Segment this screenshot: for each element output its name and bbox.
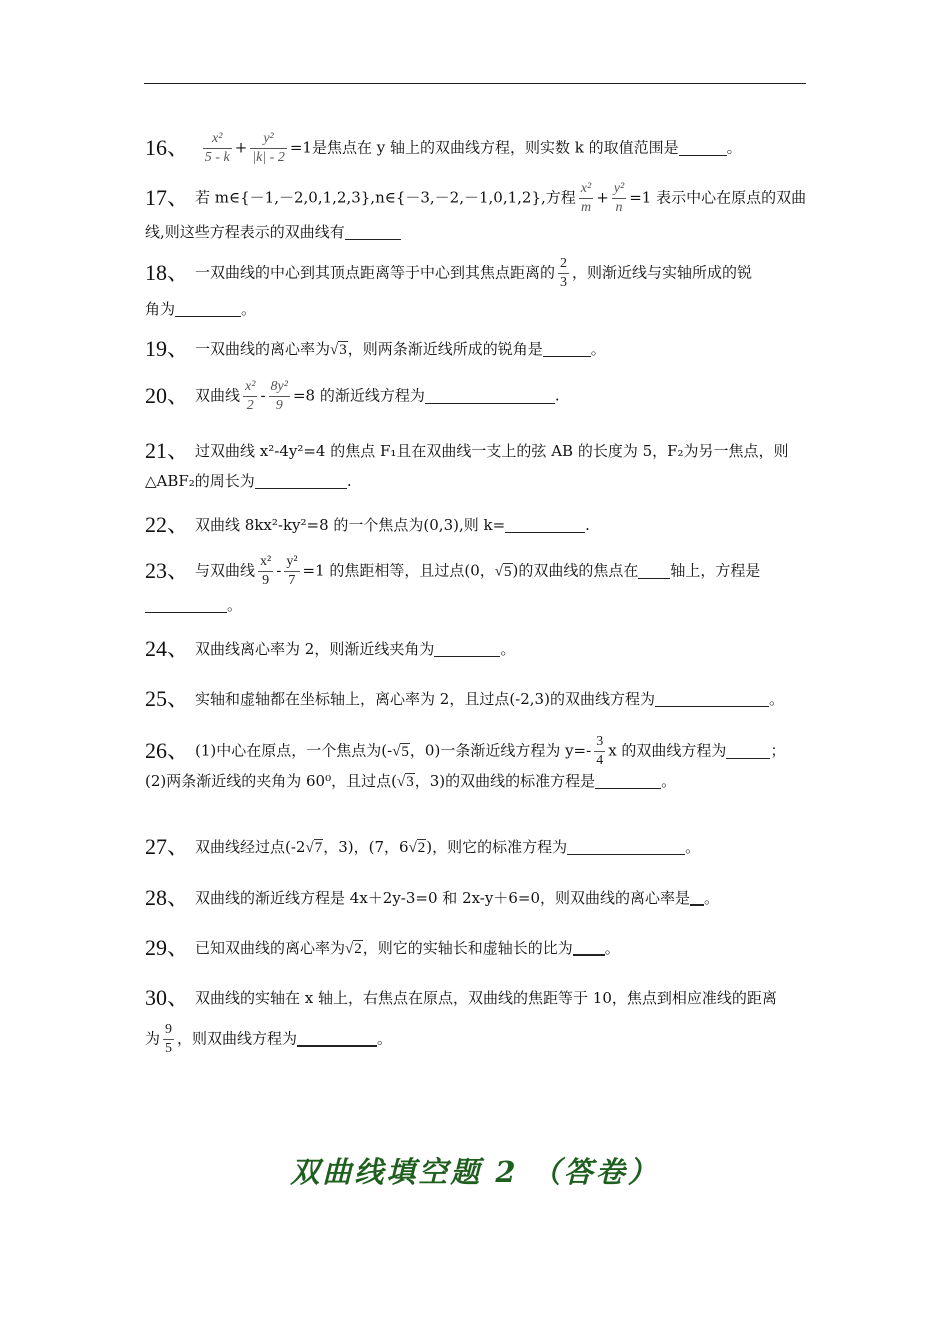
sqrt-expression: √5	[392, 743, 409, 760]
answer-blank[interactable]	[255, 472, 347, 489]
fraction: $\frac{\text{8y²}}{9}$	[270, 379, 288, 413]
question-number: 23、	[145, 557, 190, 583]
question-25: 25、 实轴和虚轴都在坐标轴上，离心率为 2，且过点(-2,3)的双曲线方程为 。	[145, 686, 784, 711]
question-text: 双曲线	[195, 386, 241, 405]
question-text: 一双曲线的离心率为	[195, 340, 331, 358]
sqrt-expression: √3	[330, 342, 347, 358]
sqrt-expression: √3	[396, 774, 414, 790]
sqrt-expression: √2	[345, 941, 362, 957]
question-text: 双曲线离心率为 2，则渐近线夹角为	[195, 640, 435, 658]
answer-blank[interactable]	[655, 690, 769, 707]
answer-blank[interactable]	[595, 772, 661, 789]
question-text: 已知双曲线的离心率为	[195, 939, 346, 957]
question-text: 若 m∈{－1,－2,0,1,2,3},n∈{－3,－2,－1,0,1,2},方程	[195, 188, 576, 207]
fraction: $\frac{\text{x²}}{5 - k}$	[204, 131, 230, 165]
question-18: 18、 一双曲线的中心到其顶点距离等于中心到其焦点距离的 $\frac{2}{3}$ ，则渐近线与实轴所成的锐 角为 。	[145, 256, 753, 318]
question-text: 一双曲线的中心到其顶点距离等于中心到其焦点距离的	[195, 263, 556, 282]
question-27: 27、 双曲线经过点(-2√7，3)，(7，6√2)，则它的标准方程为 。	[145, 834, 701, 859]
question-text: 过双曲线 x²-4y²=4 的焦点 F₁且在双曲线一支上的弦 AB 的长度为 5，F₂为另一焦点，则	[195, 442, 789, 460]
sqrt-expression: √7	[305, 840, 323, 856]
question-21: 21、 过双曲线 x²-4y²=4 的焦点 F₁且在双曲线一支上的弦 AB 的长度为 5，F₂为另一焦点，则 △ABF₂的周长为 .	[145, 438, 789, 490]
answer-blank[interactable]	[175, 300, 241, 317]
question-text: 线,则这些方程表示的双曲线有	[145, 223, 345, 241]
question-number: 21、	[145, 438, 190, 463]
question-number: 26、	[145, 737, 190, 763]
question-number: 25、	[145, 686, 190, 711]
question-text: 双曲线的实轴在 x 轴上，右焦点在原点，双曲线的焦距等于 10，焦点到相应准线的距离	[195, 989, 777, 1007]
question-26: 26、 (1)中心在原点，一个焦点为(-√5，0)一条渐近线方程为 y=- $\frac{3}{4}$ x 的双曲线方程为 ； (2)两条渐近线的夹角为 60⁰，且过点(√3，3)的双曲线的标准方程是 。	[145, 734, 786, 790]
header-rule	[144, 83, 806, 84]
fraction: $\frac{\text{y²}}{n}$	[613, 181, 625, 215]
question-number: 16、	[145, 134, 190, 160]
question-29: 29、 已知双曲线的离心率为√2，则它的实轴长和虚轴长的比为 。	[145, 935, 620, 960]
answer-blank[interactable]	[345, 223, 401, 240]
answer-blank[interactable]	[726, 742, 770, 759]
question-text: =1是焦点在 y 轴上的双曲线方程，则实数 k 的取值范围是	[289, 138, 679, 157]
question-text: 双曲线经过点(-2	[195, 838, 306, 856]
question-text: (1)中心在原点，一个焦点为(-	[195, 741, 393, 760]
question-22: 22、 双曲线 8kx²-ky²=8 的一个焦点为(0,3),则 k= .	[145, 512, 590, 537]
question-number: 17、	[145, 184, 190, 210]
answer-blank[interactable]	[434, 640, 500, 657]
sqrt-expression: √5	[494, 563, 512, 580]
fraction: $\frac{\text{x²}}{2}$	[245, 379, 256, 413]
question-number: 22、	[145, 512, 190, 537]
answer-blank[interactable]	[145, 596, 227, 613]
question-number: 27、	[145, 834, 190, 859]
question-text: 与双曲线	[195, 561, 256, 580]
answer-blank[interactable]	[425, 387, 555, 404]
question-28: 28、 双曲线的渐近线方程是 4x＋2y-3=0 和 2x-y＋6=0，则双曲线的离心率是 。	[145, 885, 720, 910]
answer-blank[interactable]	[297, 1029, 377, 1047]
fraction: $\frac{2}{3}$	[560, 256, 568, 290]
fraction: $\frac{\text{x²}}{9}$	[260, 554, 272, 588]
question-text: 实轴和虚轴都在坐标轴上，离心率为 2，且过点(-2,3)的双曲线方程为	[195, 690, 655, 708]
question-text: 双曲线的渐近线方程是 4x＋2y-3=0 和 2x-y＋6=0，则双曲线的离心率是	[195, 889, 691, 907]
fraction: $\frac{\text{y²}}{7}$	[286, 554, 298, 588]
answer-blank[interactable]	[573, 938, 605, 956]
fraction: $\frac{9}{5}$	[165, 1022, 173, 1056]
question-number: 24、	[145, 636, 190, 661]
question-number: 28、	[145, 885, 190, 910]
question-20: 20、 双曲线 $\frac{\text{x²}}{2}$ - $\frac{\text{8y²}}{9}$ =8 的渐近线方程为 .	[145, 379, 560, 413]
question-number: 20、	[145, 382, 190, 408]
question-23: 23、 与双曲线 $\frac{\text{x²}}{9}$ - $\frac{\text{y²}}{7}$ =1 的焦距相等，且过点(0，√5)的双曲线的焦点在 轴上，方程是 。	[145, 554, 761, 614]
fraction: $\frac{3}{4}$	[596, 734, 604, 768]
answer-blank[interactable]	[567, 838, 685, 855]
question-number: 18、	[145, 259, 190, 285]
answer-blank[interactable]	[505, 516, 585, 533]
question-number: 19、	[145, 336, 190, 361]
answer-blank[interactable]	[679, 139, 727, 156]
sqrt-expression: √2	[408, 840, 426, 856]
section-title: 双曲线填空题 2 （答卷）	[290, 1155, 660, 1189]
question-30: 30、 双曲线的实轴在 x 轴上，右焦点在原点，双曲线的焦距等于 10，焦点到相应准线的距离 为 $\frac{9}{5}$ ，则双曲线方程为 。	[145, 985, 777, 1056]
question-text: 双曲线 8kx²-ky²=8 的一个焦点为(0,3),则 k=	[195, 516, 506, 534]
question-24: 24、 双曲线离心率为 2，则渐近线夹角为 。	[145, 636, 516, 661]
answer-blank[interactable]	[690, 888, 704, 906]
question-number: 30、	[145, 985, 190, 1010]
question-17: 17、 若 m∈{－1,－2,0,1,2,3},n∈{－3,－2,－1,0,1,2},方程 $\frac{\text{x²}}{m}$ + $\frac{\text{y²}}{n}$ =1 表示中心在原点的双曲 线,则这些方程表示的双曲线有	[145, 181, 807, 241]
fraction: $\frac{\text{y²}}{|k| - 2}$	[252, 131, 285, 165]
fraction: $\frac{\text{x²}}{m}$	[580, 181, 592, 215]
question-16: 16、 $\frac{\text{x²}}{5 - k}$ + $\frac{\text{y²}}{|k| - 2}$ =1是焦点在 y 轴上的双曲线方程，则实数 k 的取值范围是 。	[145, 131, 742, 165]
question-number: 29、	[145, 935, 190, 960]
answer-blank[interactable]	[543, 340, 591, 357]
answer-blank[interactable]	[638, 562, 670, 579]
question-19: 19、 一双曲线的离心率为√3，则两条渐近线所成的锐角是 。	[145, 336, 606, 361]
